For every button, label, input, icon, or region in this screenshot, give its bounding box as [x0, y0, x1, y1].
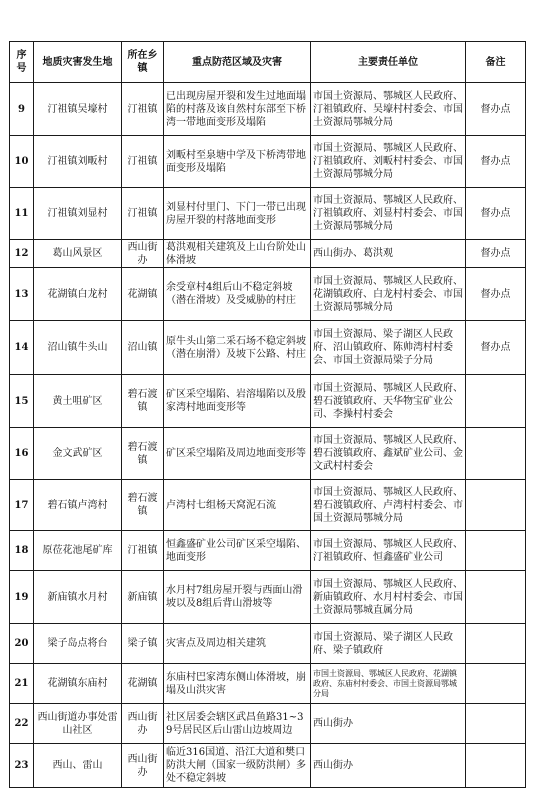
disaster-site: 原莅花池尾矿库 [34, 531, 122, 571]
key-area: 灾害点及周边相关建筑 [164, 624, 311, 664]
remark: 督办点 [466, 188, 526, 240]
table-row [10, 375, 526, 428]
disaster-site: 西山街道办事处雷山社区 [34, 704, 122, 744]
township: 碧石渡镇 [122, 428, 164, 480]
responsible-units: 市国土资源局、鄂城区人民政府、花湖镇政府、白龙村村委会、市国土资源局鄂城分局 [311, 268, 466, 321]
header-responsible-units: 主要责任单位 [311, 42, 466, 83]
township: 汀祖镇 [122, 188, 164, 240]
row-number: 12 [10, 240, 34, 268]
township: 梁子镇 [122, 624, 164, 664]
remark [466, 704, 526, 744]
key-area: 矿区采空塌陷、岩溶塌陷以及殷家湾村地面变形等 [164, 375, 311, 428]
row-number: 19 [10, 571, 34, 624]
disaster-site: 西山、雷山 [34, 744, 122, 788]
table-row [10, 704, 526, 744]
responsible-units: 市国土资源局、鄂城区人民政府、汀祖镇政府、恒鑫盛矿业公司 [311, 531, 466, 571]
remark: 督办点 [466, 321, 526, 375]
remark [466, 664, 526, 704]
remark: 督办点 [466, 83, 526, 136]
table-row [10, 744, 526, 788]
row-number: 15 [10, 375, 34, 428]
table-row [10, 480, 526, 531]
table-header-row [10, 42, 526, 83]
disaster-site: 汀祖镇刘显村 [34, 188, 122, 240]
row-number: 14 [10, 321, 34, 375]
responsible-units: 市国土资源局、鄂城区人民政府、汀祖镇政府、刘显村村委会、市国土资源局鄂城分局 [311, 188, 466, 240]
disaster-site: 金文武矿区 [34, 428, 122, 480]
township: 汀祖镇 [122, 136, 164, 188]
key-area: 矿区采空塌陷及周边地面变形等 [164, 428, 311, 480]
key-area: 原牛头山第二采石场不稳定斜坡（潜在崩滑）及坡下公路、村庄 [164, 321, 311, 375]
responsible-units: 西山街办 [311, 704, 466, 744]
township: 西山街办 [122, 704, 164, 744]
table-row [10, 624, 526, 664]
responsible-units: 市国土资源局、梁子湖区人民政府、沼山镇政府、陈帅湾村村委会、市国土资源局梁子分局 [311, 321, 466, 375]
remark [466, 531, 526, 571]
responsible-units: 市国土资源局、鄂城区人民政府、花湖镇政府、东庙村村委会、市国土资源局鄂城分局 [311, 664, 466, 704]
township: 西山街办 [122, 744, 164, 788]
key-area: 社区居委会辖区武昌鱼路31~39号居民区后山雷山边坡周边 [164, 704, 311, 744]
remark: 督办点 [466, 268, 526, 321]
responsible-units: 市国土资源局、鄂城区人民政府、汀祖镇政府、吴壕村村委会、市国土资源局鄂城分局 [311, 83, 466, 136]
remark [466, 428, 526, 480]
table-row [10, 428, 526, 480]
key-area: 临近316国道、沿江大道和樊口防洪大闸（国家一级防洪闸）多处不稳定斜坡 [164, 744, 311, 788]
disaster-site: 汀祖镇刘畈村 [34, 136, 122, 188]
responsible-units: 市国土资源局、鄂城区人民政府、汀祖镇政府、刘畈村村委会、市国土资源局鄂城分局 [311, 136, 466, 188]
disaster-site: 梁子岛点将台 [34, 624, 122, 664]
responsible-units: 市国土资源局、梁子湖区人民政府、梁子镇政府 [311, 624, 466, 664]
remark: 督办点 [466, 240, 526, 268]
row-number: 18 [10, 531, 34, 571]
table-row [10, 83, 526, 136]
key-area: 余受章村4组后山不稳定斜坡（潜在滑坡）及受威胁的村庄 [164, 268, 311, 321]
remark [466, 571, 526, 624]
remark [466, 744, 526, 788]
table-row [10, 188, 526, 240]
disaster-table [9, 41, 526, 788]
remark [466, 375, 526, 428]
key-area: 东庙村巴家湾东侧山体滑坡，崩塌及山洪灾害 [164, 664, 311, 704]
row-number: 9 [10, 83, 34, 136]
responsible-units: 市国土资源局、鄂城区人民政府、碧石渡镇政府、天华物宝矿业公司、李操村村委会 [311, 375, 466, 428]
remark [466, 480, 526, 531]
key-area: 恒鑫盛矿业公司矿区采空塌陷、地面变形 [164, 531, 311, 571]
township: 汀祖镇 [122, 83, 164, 136]
disaster-site: 花湖镇白龙村 [34, 268, 122, 321]
row-number: 20 [10, 624, 34, 664]
header-township: 所在乡镇 [122, 42, 164, 83]
key-area: 葛洪观相关建筑及上山台阶处山体滑坡 [164, 240, 311, 268]
township: 碧石渡镇 [122, 375, 164, 428]
township: 西山街办 [122, 240, 164, 268]
header-remarks: 备注 [466, 42, 526, 83]
table-row [10, 240, 526, 268]
responsible-units: 市国土资源局、鄂城区人民政府、碧石渡镇政府、鑫斌矿业公司、金文武村村委会 [311, 428, 466, 480]
key-area: 已出现房屋开裂和发生过地面塌陷的村落及该自然村东部至下桥湾一带地面变形及塌陷 [164, 83, 311, 136]
table-row [10, 531, 526, 571]
remark [466, 624, 526, 664]
township: 沼山镇 [122, 321, 164, 375]
table-row [10, 571, 526, 624]
table-row [10, 136, 526, 188]
responsible-units: 西山街办、葛洪观 [311, 240, 466, 268]
township: 碧石渡镇 [122, 480, 164, 531]
row-number: 11 [10, 188, 34, 240]
disaster-site: 葛山风景区 [34, 240, 122, 268]
disaster-site: 汀祖镇吴壕村 [34, 83, 122, 136]
township: 花湖镇 [122, 268, 164, 321]
remark: 督办点 [466, 136, 526, 188]
township: 新庙镇 [122, 571, 164, 624]
row-number: 10 [10, 136, 34, 188]
row-number: 22 [10, 704, 34, 744]
header-serial-number: 序号 [10, 42, 34, 83]
row-number: 23 [10, 744, 34, 788]
responsible-units: 市国土资源局、鄂城区人民政府、新庙镇政府、水月村村委会、市国土资源局鄂城直属分局 [311, 571, 466, 624]
disaster-site: 花湖镇东庙村 [34, 664, 122, 704]
table-row [10, 664, 526, 704]
key-area: 水月村7组房屋开裂与西面山滑坡以及8组后背山滑坡等 [164, 571, 311, 624]
header-key-area: 重点防范区域及灾害 [164, 42, 311, 83]
responsible-units: 市国土资源局、鄂城区人民政府、碧石渡镇政府、卢湾村村委会、市国土资源局鄂城分局 [311, 480, 466, 531]
row-number: 16 [10, 428, 34, 480]
key-area: 刘畈村至泉塘中学及下桥湾带地面变形及塌陷 [164, 136, 311, 188]
header-disaster-site: 地质灾害发生地 [34, 42, 122, 83]
table-row [10, 268, 526, 321]
responsible-units: 西山街办 [311, 744, 466, 788]
township: 汀祖镇 [122, 531, 164, 571]
row-number: 13 [10, 268, 34, 321]
row-number: 17 [10, 480, 34, 531]
key-area: 卢湾村七组杨天窝泥石流 [164, 480, 311, 531]
disaster-site: 黄土咀矿区 [34, 375, 122, 428]
row-number: 21 [10, 664, 34, 704]
disaster-site: 沼山镇牛头山 [34, 321, 122, 375]
township: 花湖镇 [122, 664, 164, 704]
key-area: 刘显村付里门、下门一带已出现房屋开裂的村落地面变形 [164, 188, 311, 240]
disaster-site: 碧石镇卢湾村 [34, 480, 122, 531]
table-row [10, 321, 526, 375]
disaster-site: 新庙镇水月村 [34, 571, 122, 624]
